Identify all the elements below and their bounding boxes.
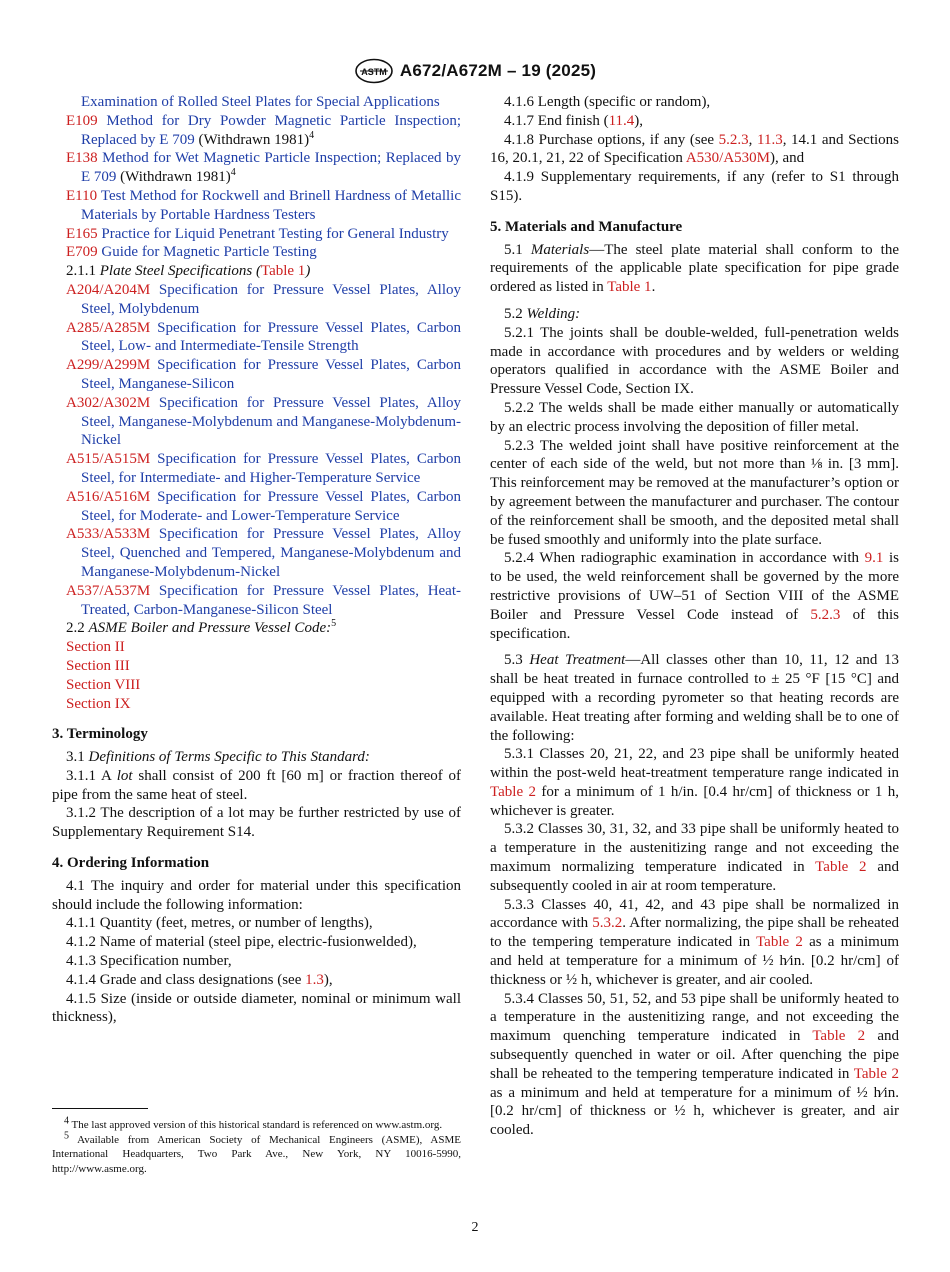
right-column xyxy=(490,93,899,1140)
clause-4-1-1: 4.1.1 Quantity (feet, metres, or number of lengths), xyxy=(66,915,373,932)
clause-4-1-6: 4.1.6 Length (specific or random), xyxy=(504,94,711,110)
table-2-link[interactable]: Table 2 xyxy=(756,934,803,951)
reference-item[interactable]: E110 Test Method for Rockwell and Brinell Hardness of Metallic Materials by Portable Hardness Testers xyxy=(66,187,462,223)
clause-4-1: 4.1 The inquiry and order for material under this specification should include the following information: xyxy=(52,877,461,913)
clause-2-2: 2.2 ASME Boiler and Pressure Vessel Code:$^5$ xyxy=(66,618,337,637)
document-designation: A672/A672M – 19 (2025) xyxy=(399,61,597,80)
reference-item[interactable]: A302/A302M Specification for Pressure Vessel Plates, Alloy Steel, Manganese-Molybdenum and Manganese-Molybdenum-Nickel xyxy=(66,394,461,449)
clause-5-3-2: 5.3.2 Classes 30, 31, 32, and 33 pipe shall be uniformly heated to a temperature in the austenitizing range and not exceeding the maximum normalizing temperature indicated in Table 2 and subsequently cooled in air at room temperature. xyxy=(490,821,899,894)
section-link[interactable]: Section IX xyxy=(66,695,131,712)
clause-4-1-2: 4.1.2 Name of material (steel pipe, electric-fusionwelded), xyxy=(66,934,417,951)
clause-5-3-3: 5.3.3 Classes 40, 41, 42, and 43 pipe shall be normalized in accordance with 5.3.2. After normalizing, the pipe shall be reheated to the tempering temperature indicated in Table 2 as a minimum and held at temperature for a minimum of ½ h⁄in. [0.2 hr/cm] of thickness or ½ h, whichever is greater, and air cooled. xyxy=(490,896,900,988)
table-2-link[interactable]: Table 2 xyxy=(812,1028,866,1045)
reference-item[interactable]: E138 Method for Wet Magnetic Particle Inspection; Replaced by E 709 (Withdrawn 1981)$^4$ xyxy=(66,150,461,186)
reference-item[interactable]: A299/A299M Specification for Pressure Vessel Plates, Carbon Steel, Manganese-Silicon xyxy=(66,357,462,392)
table-2-link[interactable]: Table 2 xyxy=(815,859,867,876)
astm-logo-icon xyxy=(354,58,394,84)
footnote-4: $^4$ The last approved version of this historical standard is referenced on www.astm.org. xyxy=(64,1115,443,1131)
section-heading-ordering: 4. Ordering Information xyxy=(52,855,210,872)
footnotes xyxy=(52,1115,461,1176)
clause-link[interactable]: 5.3.2 xyxy=(592,915,623,932)
clause-5-2-4: 5.2.4 When radiographic examination in accordance with 9.1 is to be used, the weld reinforcement shall be governed by the more restrictive provisions of UW–51 of Section VIII of the ASME Boiler and Pressure Vessel Code instead of 5.2.3 of this specification. xyxy=(490,550,900,642)
clause-4-1-8: 4.1.8 Purchase options, if any (see 5.2.3, 11.3, 14.1 and Sections 16, 20.1, 21, 22 of Specification A530/A530M), and xyxy=(490,131,899,167)
clause-5-1: 5.1 Materials—The steel plate material shall conform to the requirements of the applicable plate specification for pipe grade ordered as listed in Table 1. xyxy=(490,241,899,296)
section-link[interactable]: Section II xyxy=(66,639,125,656)
clause-5-3-1: 5.3.1 Classes 20, 21, 22, and 23 pipe shall be uniformly heated within the post-weld heat-treatment temperature range indicated in Table 2 for a minimum of 1 h/in. [0.4 hr/cm] of thickness or 1 h, whichever is greater. xyxy=(490,746,899,819)
clause-link[interactable]: 11.4 xyxy=(608,112,635,129)
reference-item[interactable]: E165 Practice for Liquid Penetrant Testing for General Industry xyxy=(66,225,449,242)
section-link[interactable]: Section VIII xyxy=(66,676,141,693)
specification-link[interactable]: A530/A530M xyxy=(685,150,770,167)
clause-4-1-3: 4.1.3 Specification number, xyxy=(66,953,232,970)
reference-title-continued[interactable]: Examination of Rolled Steel Plates for Special Applications xyxy=(81,94,440,110)
reference-item[interactable]: A533/A533M Specification for Pressure Vessel Plates, Alloy Steel, Quenched and Tempered, Manganese-Molybdenum and Manganese-Molybdenum-Nickel xyxy=(66,526,461,580)
footnote-divider xyxy=(52,1108,148,1109)
left-column xyxy=(52,93,461,1027)
clause-5-3-4: 5.3.4 Classes 50, 51, 52, and 53 pipe shall be uniformly heated to a temperature in the austenitizing range, and not exceeding the maximum quenching temperature indicated in Table 2 and subsequently quenched in water or oil. After quenching the pipe shall be reheated to the tempering temperature indicated in Table 2 as a minimum and held at temperature for a minimum of ½ h⁄in. [0.2 hr/cm] of thickness or ½ h, whichever is greater, and air cooled. xyxy=(490,990,899,1139)
page-header xyxy=(0,56,950,86)
clause-4-1-5: 4.1.5 Size (inside or outside diameter, nominal or minimum wall thickness), xyxy=(52,990,461,1026)
footnote-5: $^5$ Available from American Society of Mechanical Engineers (ASME), ASME International Headquarters, Two Park Ave., New York, NY 10016-5990, http://www.asme.org. xyxy=(52,1129,461,1175)
table-2-link[interactable]: Table 2 xyxy=(853,1065,899,1082)
table-1-link[interactable]: Table 1 xyxy=(260,263,306,280)
reference-item[interactable]: A516/A516M Specification for Pressure Vessel Plates, Carbon Steel, for Moderate- and Lower-Temperature Service xyxy=(66,488,462,524)
clause-link[interactable]: 11.3 xyxy=(757,131,783,148)
clause-link[interactable]: 9.1 xyxy=(864,550,884,567)
page-number: 2 xyxy=(471,1220,479,1235)
svg-text:ASTM: ASTM xyxy=(361,67,387,77)
clause-3-1-1: 3.1.1 A lot shall consist of 200 ft [60 m] or fraction thereof of pipe from the same heat of steel. xyxy=(52,767,461,803)
clause-5-2-1: 5.2.1 The joints shall be double-welded, full-penetration welds made in accordance with procedures and by welders or welding operators qualified in accordance with the ASME Boiler and Pressure Vessel Code, Section IX. xyxy=(490,324,899,398)
reference-item[interactable]: E109 Method for Dry Powder Magnetic Particle Inspection; Replaced by E 709 (Withdrawn 1981)$^4$ xyxy=(66,112,461,148)
clause-4-1-4: 4.1.4 Grade and class designations (see 1.3), xyxy=(66,971,333,988)
reference-item[interactable]: E709 Guide for Magnetic Particle Testing xyxy=(66,244,317,261)
clause-5-3: 5.3 Heat Treatment—All classes other than 10, 11, 12 and 13 shall be heat treated in furnace controlled to ± 25 °F [15 °C] and equipped with a recording pyrometer so that heating records are available. Heat treating after forming and welding shall be to one of the following: xyxy=(490,652,899,744)
clause-5-2-2: 5.2.2 The welds shall be made either manually or automatically by an electric process involving the deposition of filler metal. xyxy=(490,399,899,435)
clause-4-1-9: 4.1.9 Supplementary requirements, if any (refer to S1 through S15). xyxy=(490,169,899,204)
table-1-link[interactable]: Table 1 xyxy=(607,279,652,296)
section-heading-materials: 5. Materials and Manufacture xyxy=(490,218,683,235)
reference-item[interactable]: A204/A204M Specification for Pressure Vessel Plates, Alloy Steel, Molybdenum xyxy=(66,281,461,317)
clause-link[interactable]: 5.2.3 xyxy=(810,606,841,623)
clause-2-1-1: 2.1.1 Plate Steel Specifications (Table 1) xyxy=(66,263,311,280)
clause-3-1: 3.1 Definitions of Terms Specific to This Standard: xyxy=(66,749,370,766)
clause-link[interactable]: 5.2.3 xyxy=(718,131,749,148)
clause-3-1-2: 3.1.2 The description of a lot may be further restricted by use of Supplementary Requirement S14. xyxy=(52,805,461,841)
clause-link[interactable]: 1.3 xyxy=(305,971,324,988)
clause-5-2-3: 5.2.3 The welded joint shall have positive reinforcement at the center of each side of the weld, but not more than ⅛ in. [3 mm]. This reinforcement may be removed at the manufacturer’s option or by agreement between the manufacturer and purchaser. The contour of the reinforcement shall be smooth, and the deposited metal shall be fused smoothly and uniformly into the plate surface. xyxy=(490,437,899,548)
section-heading-terminology: 3. Terminology xyxy=(52,726,148,743)
reference-item[interactable]: A515/A515M Specification for Pressure Vessel Plates, Carbon Steel, for Intermediate- and Higher-Temperature Service xyxy=(66,451,462,486)
section-link[interactable]: Section III xyxy=(66,657,130,674)
clause-5-2: 5.2 Welding: xyxy=(504,305,581,322)
reference-item[interactable]: A537/A537M Specification for Pressure Vessel Plates, Heat-Treated, Carbon-Manganese-Silicon Steel xyxy=(66,582,462,618)
clause-4-1-7: 4.1.7 End finish (11.4), xyxy=(504,112,644,129)
table-2-link[interactable]: Table 2 xyxy=(490,783,536,800)
reference-item[interactable]: A285/A285M Specification for Pressure Vessel Plates, Carbon Steel, Low- and Intermediate-Tensile Strength xyxy=(66,319,462,355)
